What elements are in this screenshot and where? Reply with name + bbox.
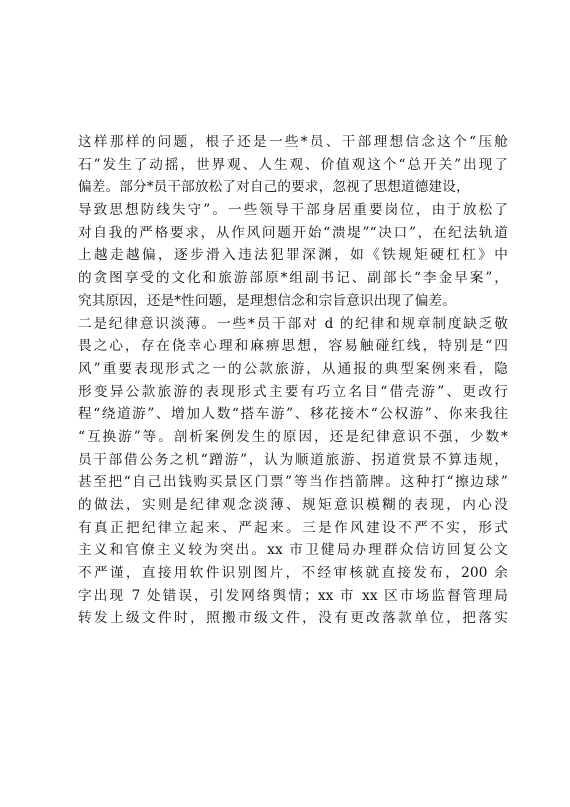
text-line: 主义和官僚主义较为突出。xx 市卫健局办理群众信访回复公文 <box>78 542 508 559</box>
text-line: 甚至把“自己出钱购买景区门票”等当作挡箭牌。这种打“擦边球” <box>78 474 508 491</box>
text-line: 风”重要表现形式之一的公款旅游，从通报的典型案例来看，隐 <box>78 360 508 377</box>
text-line: “互换游”等。剖析案例发生的原因，还是纪律意识不强，少数* <box>78 428 508 445</box>
text-line: 对自我的严格要求，从作风问题开始“溃堤”“决口”，在纪法轨道 <box>78 224 508 241</box>
text-line: 畏之心，存在侥幸心理和麻痹思想，容易触碰红线，特别是“四 <box>78 338 508 355</box>
text-line: 的做法，实则是纪律观念淡薄、规矩意识模糊的表现，内心没 <box>78 497 508 513</box>
text-line: 形变异公款旅游的表现形式主要有巧立名目“借壳游”、更改行 <box>78 383 508 400</box>
text-line: 导致思想防线失守”。一些领导干部身居重要岗位，由于放松了 <box>78 202 508 219</box>
body-text <box>78 131 508 630</box>
text-line: 的贪图享受的文化和旅游部原*组副书记、副部长“李金早案”， <box>78 270 508 287</box>
text-line: 有真正把纪律立起来、严起来。三是作风建设不严不实，形式 <box>78 519 508 536</box>
text-line: 这样那样的问题，根子还是一些*员、干部理想信念这个“压舱 <box>78 134 508 150</box>
text-line: 石”发生了动摇，世界观、人生观、价值观这个“总开关”出现了 <box>78 156 508 173</box>
text-line: 程“绕道游”、增加人数“搭车游”、移花接木“公权游”、你来我往 <box>78 406 508 423</box>
text-line: 不严谨，直接用软件识别图片，不经审核就直接发布，200 余 <box>78 565 508 582</box>
text-line: 转发上级文件时，照搬市级文件，没有更改落款单位，把落实 <box>78 610 508 627</box>
text-line: 二是纪律意识淡薄。一些*员干部对 d 的纪律和规章制度缺乏敬 <box>78 315 508 332</box>
text-line: 字出现 7 处错误，引发网络舆情；xx 市 xx 区市场监督管理局 <box>78 587 508 604</box>
text-line: 究其原因，还是*性问题，是理想信念和宗旨意识出现了偏差。 <box>78 292 457 309</box>
text-line: 员干部借公务之机“蹭游”，认为顺道旅游、拐道赏景不算违规， <box>78 451 508 468</box>
text-line: 偏差。部分*员干部放松了对自己的要求，忽视了思想道德建设， <box>78 179 470 196</box>
text-line: 上越走越偏，逐步滑入违法犯罪深渊，如《铁规矩硬杠杠》中 <box>78 247 508 264</box>
